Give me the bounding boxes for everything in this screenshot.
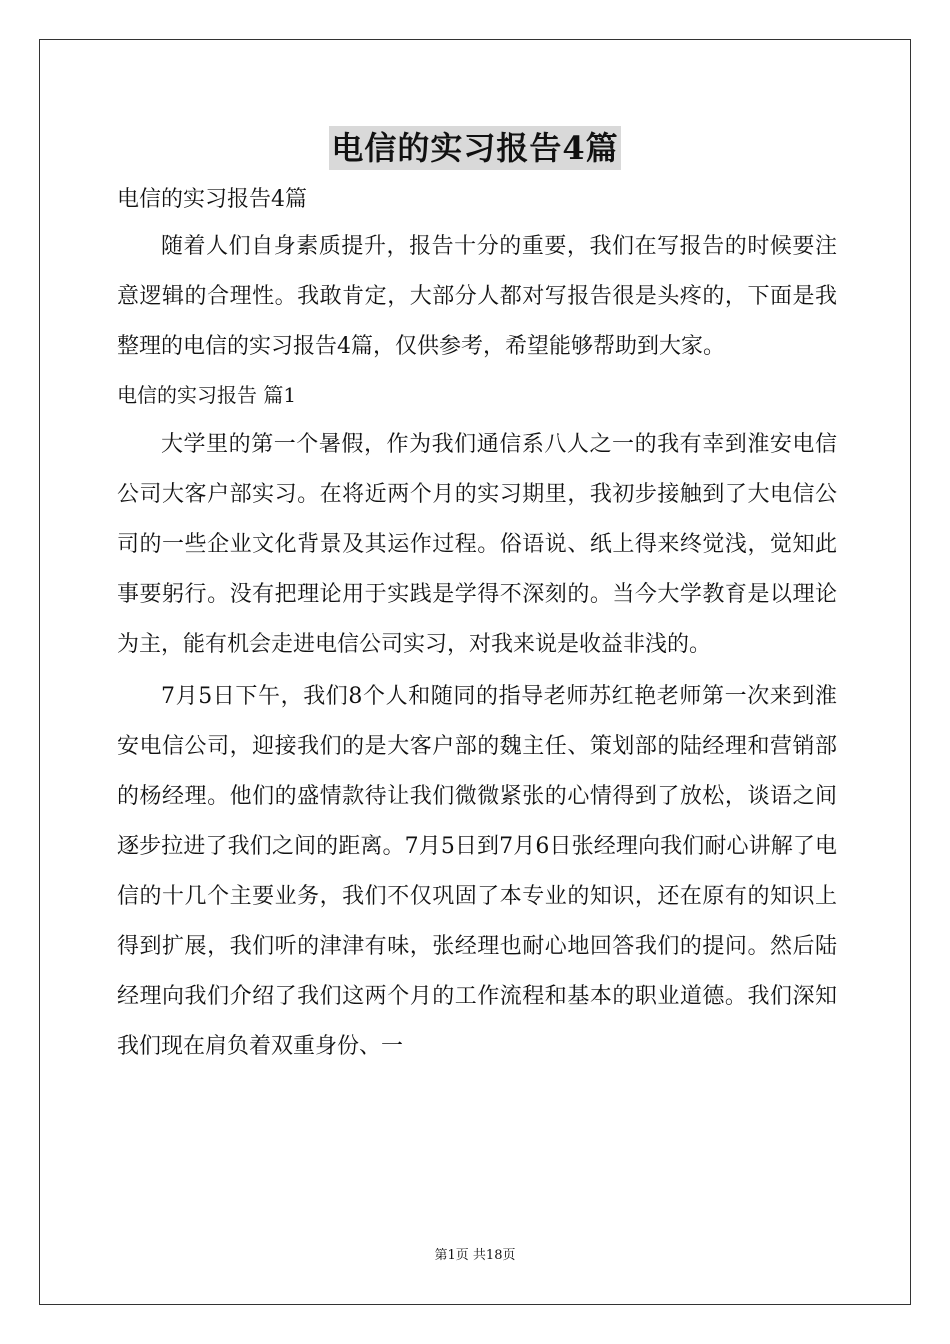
page-footer: 第1页 共18页 — [434, 1248, 516, 1263]
title-wrapper — [0, 126, 950, 170]
document-title: 电信的实习报告4篇 — [329, 126, 620, 170]
body-paragraph-2: 7月5日下午，我们8个人和随同的指导老师苏红艳老师第一次来到淮安电信公司，迎接我们的是大客户部的魏主任、策划部的陆经理和营销部的杨经理。他们的盛情款待让我们微微紧张的心情得到了放松，谈语之间逐步拉进了我们之间的距离。7月5日到7月6日张经理向我们耐心讲解了电信的十几个主要业务，我们不仅巩固了本专业的知识，还在原有的知识上得到扩展，我们听的津津有味，张经理也耐心地回答我们的提问。然后陆经理向我们介绍了我们这两个月的工作流程和基本的职业道德。我们深知我们现在肩负着双重身份、一 — [117, 684, 837, 1059]
section-heading: 电信的实习报告 篇1 — [117, 383, 297, 407]
intro-paragraph: 随着人们自身素质提升，报告十分的重要，我们在写报告的时候要注意逻辑的合理性。我敢肯定，大部分人都对写报告很是头疼的，下面是我整理的电信的实习报告4篇，仅供参考，希望能够帮助到大家。 — [117, 234, 837, 359]
document-subtitle: 电信的实习报告4篇 — [117, 187, 307, 212]
body-paragraph-1: 大学里的第一个暑假，作为我们通信系八人之一的我有幸到淮安电信公司大客户部实习。在将近两个月的实习期里，我初步接触到了大电信公司的一些企业文化背景及其运作过程。俗语说、纸上得来终觉浅，觉知此事要躬行。没有把理论用于实践是学得不深刻的。当今大学教育是以理论为主，能有机会走进电信公司实习，对我来说是收益非浅的。 — [117, 432, 837, 657]
document-body — [117, 180, 837, 1072]
